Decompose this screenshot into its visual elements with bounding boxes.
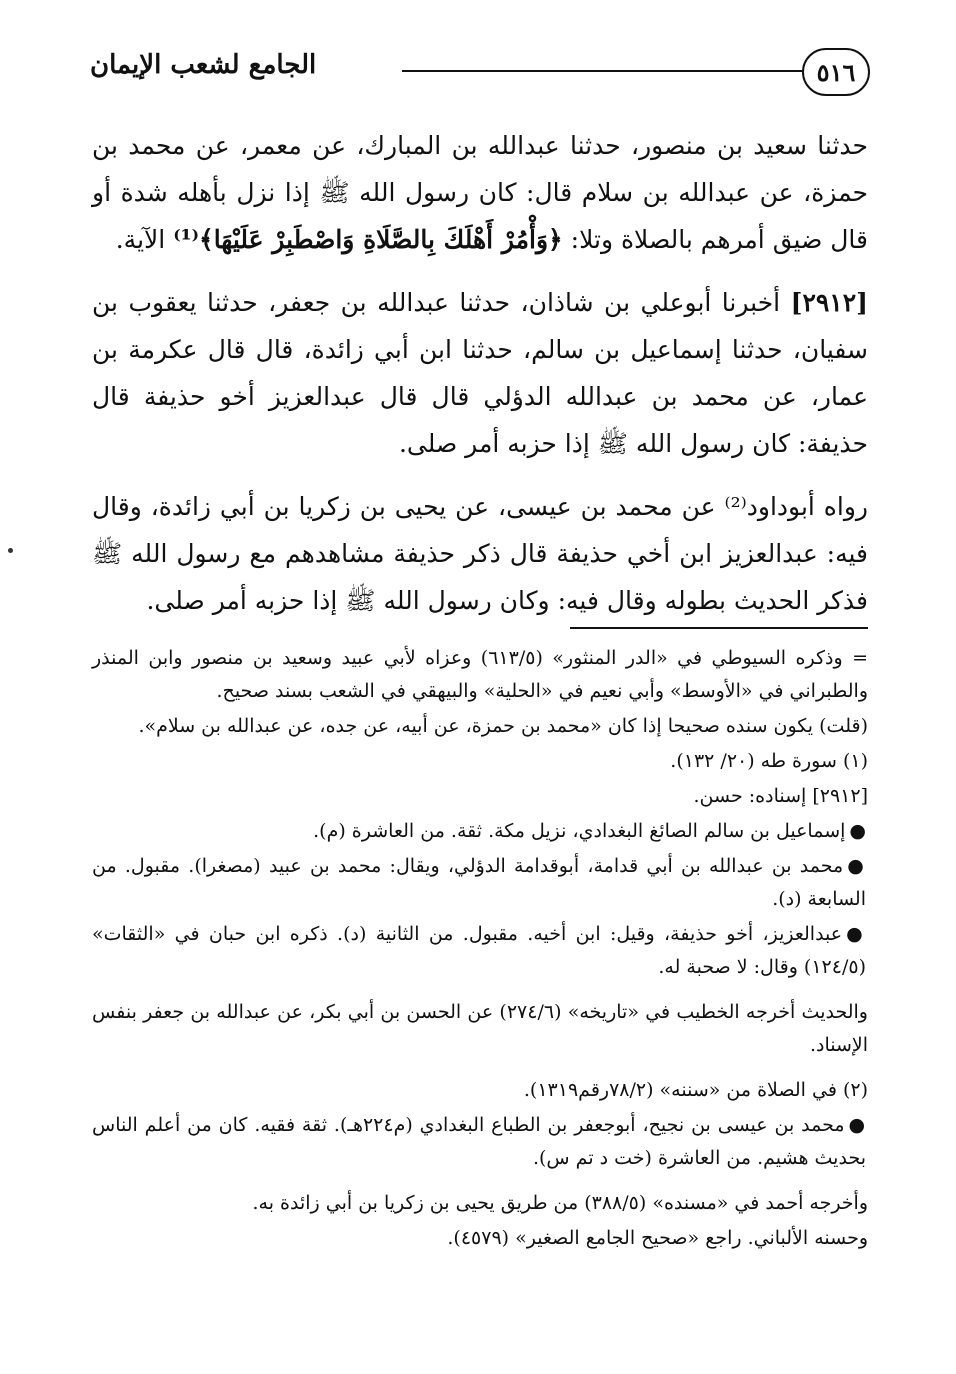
paragraph-text: أخبرنا أبوعلي بن شاذان، حدثنا عبدالله بن جعفر، حدثنا يعقوب بن سفيان، حدثنا إسماعيل بن سالم، حدثنا ابن أبي زائدة، قال قال عكرمة بن عمار، عن محمد بن عبدالله الدؤلي قال قال عبدالعزيز أخو حذيفة قال حذيفة: كان رسول الله ﷺ إذا حزبه أمر صلى. <box>92 288 868 458</box>
bullet-text: إسماعيل بن سالم الصائغ البغدادي، نزيل مكة. ثقة. من العاشرة (م). <box>313 820 846 842</box>
footnote-2912-heading: [٢٩١٢] إسناده: حسن. <box>693 785 868 807</box>
paragraph-text: حدثنا سعيد بن منصور، حدثنا عبدالله بن المبارك، عن معمر، عن محمد بن حمزة، عن عبدالله بن سلام قال: كان رسول الله ﷺ إذا نزل بأهله شدة أو قال ضيق أمرهم بالصلاة وتلا: <box>92 131 868 254</box>
header-rule <box>402 70 802 72</box>
footnotes <box>92 642 868 1257</box>
paragraph-hadith-2911-end <box>92 122 868 263</box>
paragraph-riwayah <box>92 483 868 624</box>
quran-verse: ﴿وَأْمُرْ أَهْلَكَ بِالصَّلَاةِ وَاصْطَبِرْ عَلَيْهَا﴾⁽¹⁾ <box>173 225 563 254</box>
paragraph-end: الآية. <box>115 225 166 254</box>
bullet-icon: ● <box>848 1114 866 1136</box>
spacer <box>92 986 868 996</box>
main-text <box>92 122 868 640</box>
page-header <box>90 44 870 110</box>
running-title: الجامع لشعب الإيمان <box>90 50 317 80</box>
paragraph-text: رواه أبوداود⁽²⁾ عن محمد بن عيسى، عن يحيى بن زكريا بن أبي زائدة، وقال فيه: عبدالعزيز ابن أخي حذيفة قال ذكر حذيفة مشاهدهم مع رسول الله ﷺ فذكر الحديث بطوله وقال فيه: وكان رسول الله ﷺ إذا حزبه أمر صلى. <box>92 492 868 615</box>
spacer <box>92 1177 868 1187</box>
footnote-bullet <box>92 850 868 916</box>
bullet-icon: ● <box>849 820 866 842</box>
footnote-bullet <box>92 918 868 984</box>
footnote-2-tail: وحسنه الألباني. راجع «صحيح الجامع الصغير» (٤٥٧٩). <box>447 1227 868 1249</box>
footnote-1: (١) سورة طه (٢٠/ ١٣٢). <box>670 750 868 772</box>
bullet-text: عبدالعزيز، أخو حذيفة، وقيل: ابن أخيه. مقبول. من الثانية (د). ذكره ابن حبان في «الثقات» (١٢٤/٥) وقال: لا صحبة له. <box>92 923 866 978</box>
footnote-separator <box>570 627 868 629</box>
hadith-number: [٢٩١٢] <box>790 288 868 317</box>
footnote-2912-tail: والحديث أخرجه الخطيب في «تاريخه» (٢٧٤/٦) عن الحسن بن أبي بكر، عن عبدالله بن جعفر بنفس الإسناد. <box>92 1001 868 1056</box>
footnote-bullet <box>92 1109 868 1175</box>
page-number: ٥١٦ <box>802 48 870 96</box>
bullet-text: محمد بن عبدالله بن أبي قدامة، أبوقدامة الدؤلي، ويقال: محمد بن عبيد (مصغرا). مقبول. من السابعة (د). <box>92 855 866 910</box>
footnote-2: (٢) في الصلاة من «سننه» (٧٨/٢رقم١٣١٩). <box>523 1079 868 1101</box>
scan-speck <box>8 548 13 553</box>
bullet-icon: ● <box>846 923 866 945</box>
footnote-continuation: = وذكره السيوطي في «الدر المنثور» (٦١٣/٥) وعزاه لأبي عبيد وسعيد بن منصور وابن المنذر والطبراني في «الأوسط» وأبي نعيم في «الحلية» والبيهقي في الشعب بسند صحيح. <box>92 647 868 702</box>
bullet-icon: ● <box>847 855 866 877</box>
footnote-bullet <box>92 815 868 848</box>
footnote-2-tail: وأخرجه أحمد في «مسنده» (٣٨٨/٥) من طريق يحيى بن زكريا بن أبي زائدة به. <box>252 1192 868 1214</box>
footnote-continuation: (قلت) يكون سنده صحيحا إذا كان «محمد بن حمزة، عن أبيه، عن جده، عن عبدالله بن سلام». <box>138 715 868 737</box>
paragraph-hadith-2912 <box>92 279 868 467</box>
bullet-text: محمد بن عيسى بن نجيح، أبوجعفر بن الطباع البغدادي (م٢٢٤هـ). ثقة فقيه. كان من أعلم الناس بحديث هشيم. من العاشرة (خت د تم س). <box>92 1114 866 1169</box>
spacer <box>92 1064 868 1074</box>
